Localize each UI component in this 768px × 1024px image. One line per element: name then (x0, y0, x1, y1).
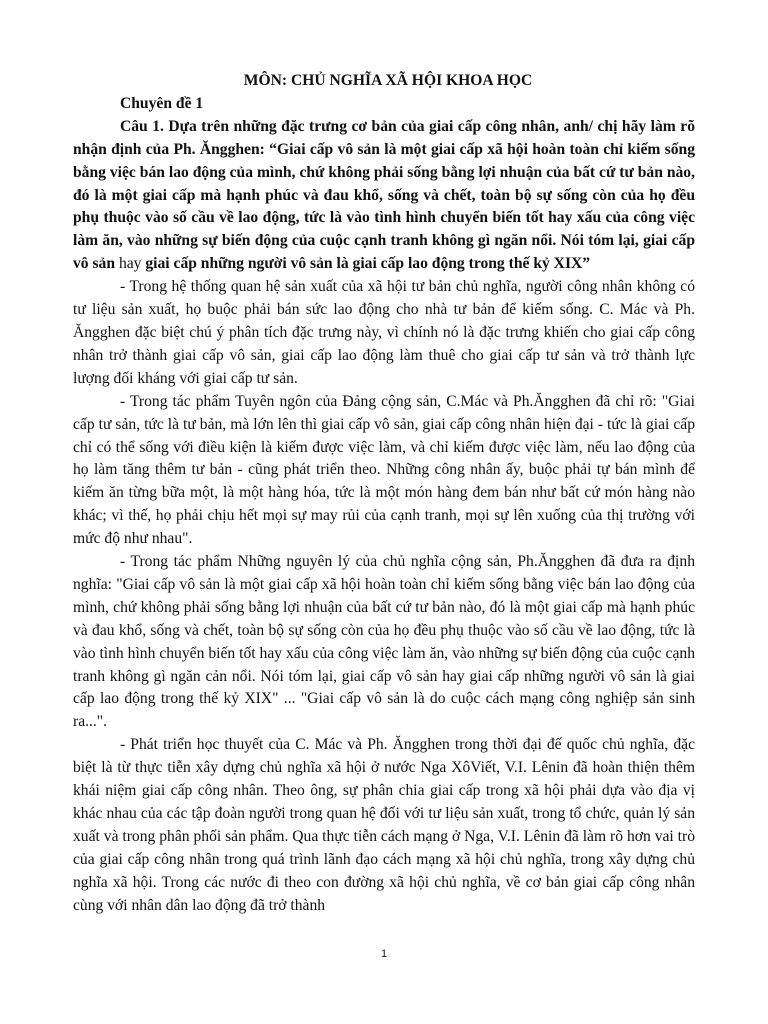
body-paragraph-3: - Trong tác phẩm Những nguyên lý của chủ nghĩa cộng sản, Ph.Ăngghen đã đưa ra định nghĩa: "Giai cấp vô sản là một giai cấp xã hội hoàn toàn chỉ kiếm sống bằng việc bán lao động của mình, chứ không phải sống bằng lợi nhuận của bất cứ tư bản nào, đó là một giai cấp mà hạnh phúc và đau khổ, sống và chết, toàn bộ sự sống còn của họ đều phụ thuộc vào số cầu về lao động, tức là vào tình hình chuyển biến tốt hay xấu của công việc làm ăn, vào những sự biến động của cuộc cạnh tranh không gì ngăn cản nổi. Nói tóm lại, giai cấp vô sản hay giai cấp những người vô sản là giai cấp lao động trong thế kỷ XIX" ... "Giai cấp vô sản là do cuộc cách mạng công nghiệp sản sinh ra...". (73, 553, 695, 731)
question-connector: hay (118, 255, 142, 273)
body-paragraph-4: - Phát triển học thuyết của C. Mác và Ph. Ăngghen trong thời đại đế quốc chủ nghĩa, đặc biệt là từ thực tiễn xây dựng chủ nghĩa xã hội ở nước Nga XôViết, V.I. Lênin đã hoàn thiện thêm khái niệm giai cấp công nhân. Theo ông, sự phân chia giai cấp trong xã hội phải dựa vào địa vị khác nhau của các tập đoàn người trong quan hệ đối với tư liệu sản xuất, trong tổ chức, quản lý sản xuất và trong phân phối sản phẩm. Qua thực tiễn cách mạng ở Nga, V.I. Lênin đã làm rõ hơn vai trò của giai cấp công nhân trong quá trình lãnh đạo cách mạng xã hội chủ nghĩa, trong xây dựng chủ nghĩa xã hội. Trong các nước đi theo con đường xã hội chủ nghĩa, về cơ bản giai cấp công nhân cùng với nhân dân lao động đã trở thành (73, 736, 695, 914)
question-text-part2: giai cấp những người vô sản là giai cấp lao động trong thế kỷ XIX” (145, 255, 591, 273)
question-text-part1: Câu 1. Dựa trên những đặc trưng cơ bản của giai cấp công nhân, anh/ chị hãy làm rõ nhận định của Ph. Ăngghen: “Giai cấp vô sản là một giai cấp xã hội hoàn toàn chỉ kiếm sống bằng việc bán lao động của mình, chứ không phải sống bằng lợi nhuận của bất cứ tư bản nào, đó là một giai cấp mà hạnh phúc và đau khổ, sống và chết, toàn bộ sự sống còn của họ đều phụ thuộc vào số cầu về lao động, tức là vào tình hình chuyển biến tốt hay xấu của công việc làm ăn, vào những sự biến động của cuộc cạnh tranh không gì ngăn nổi. Nói tóm lại, giai cấp vô sản (73, 117, 695, 273)
body-paragraph-2: - Trong tác phẩm Tuyên ngôn của Đảng cộng sản, C.Mác và Ph.Ăngghen đã chỉ rõ: "Giai cấp tư sản, tức là tư bản, mà lớn lên thì giai cấp vô sản, giai cấp công nhân hiện đại - tức là giai cấp chỉ có thể sống với điều kiện là kiếm được việc làm, và chỉ kiếm được việc làm, nếu lao động của họ làm tăng thêm tư bản - cũng phát triển theo. Những công nhân ấy, buộc phải tự bán mình để kiếm ăn từng bữa một, là một hàng hóa, tức là một món hàng đem bán như bất cứ món hàng nào khác; vì thế, họ phải chịu hết mọi sự may rủi của cạnh tranh, mọi sự lên xuống của thị trường với mức độ như nhau". (73, 392, 695, 548)
topic-heading: Chuyên đề 1 (120, 94, 204, 112)
question-paragraph (73, 116, 695, 276)
document-page (73, 70, 695, 918)
body-paragraph-1: - Trong hệ thống quan hệ sản xuất của xã hội tư bản chủ nghĩa, người công nhân không có tư liệu sản xuất, họ buộc phải bán sức lao động cho nhà tư bản để kiếm sống. C. Mác và Ph. Ăngghen đặc biệt chú ý phân tích đặc trưng này, vì chính nó là đặc trưng khiến cho giai cấp công nhân trở thành giai cấp vô sản, giai cấp lao động làm thuê cho giai cấp tư sản và trở thành lực lượng đối kháng với giai cấp tư sản. (73, 278, 695, 387)
page-number: 1 (380, 948, 388, 960)
document-title: MÔN: CHỦ NGHĨA XÃ HỘI KHOA HỌC (243, 72, 533, 89)
